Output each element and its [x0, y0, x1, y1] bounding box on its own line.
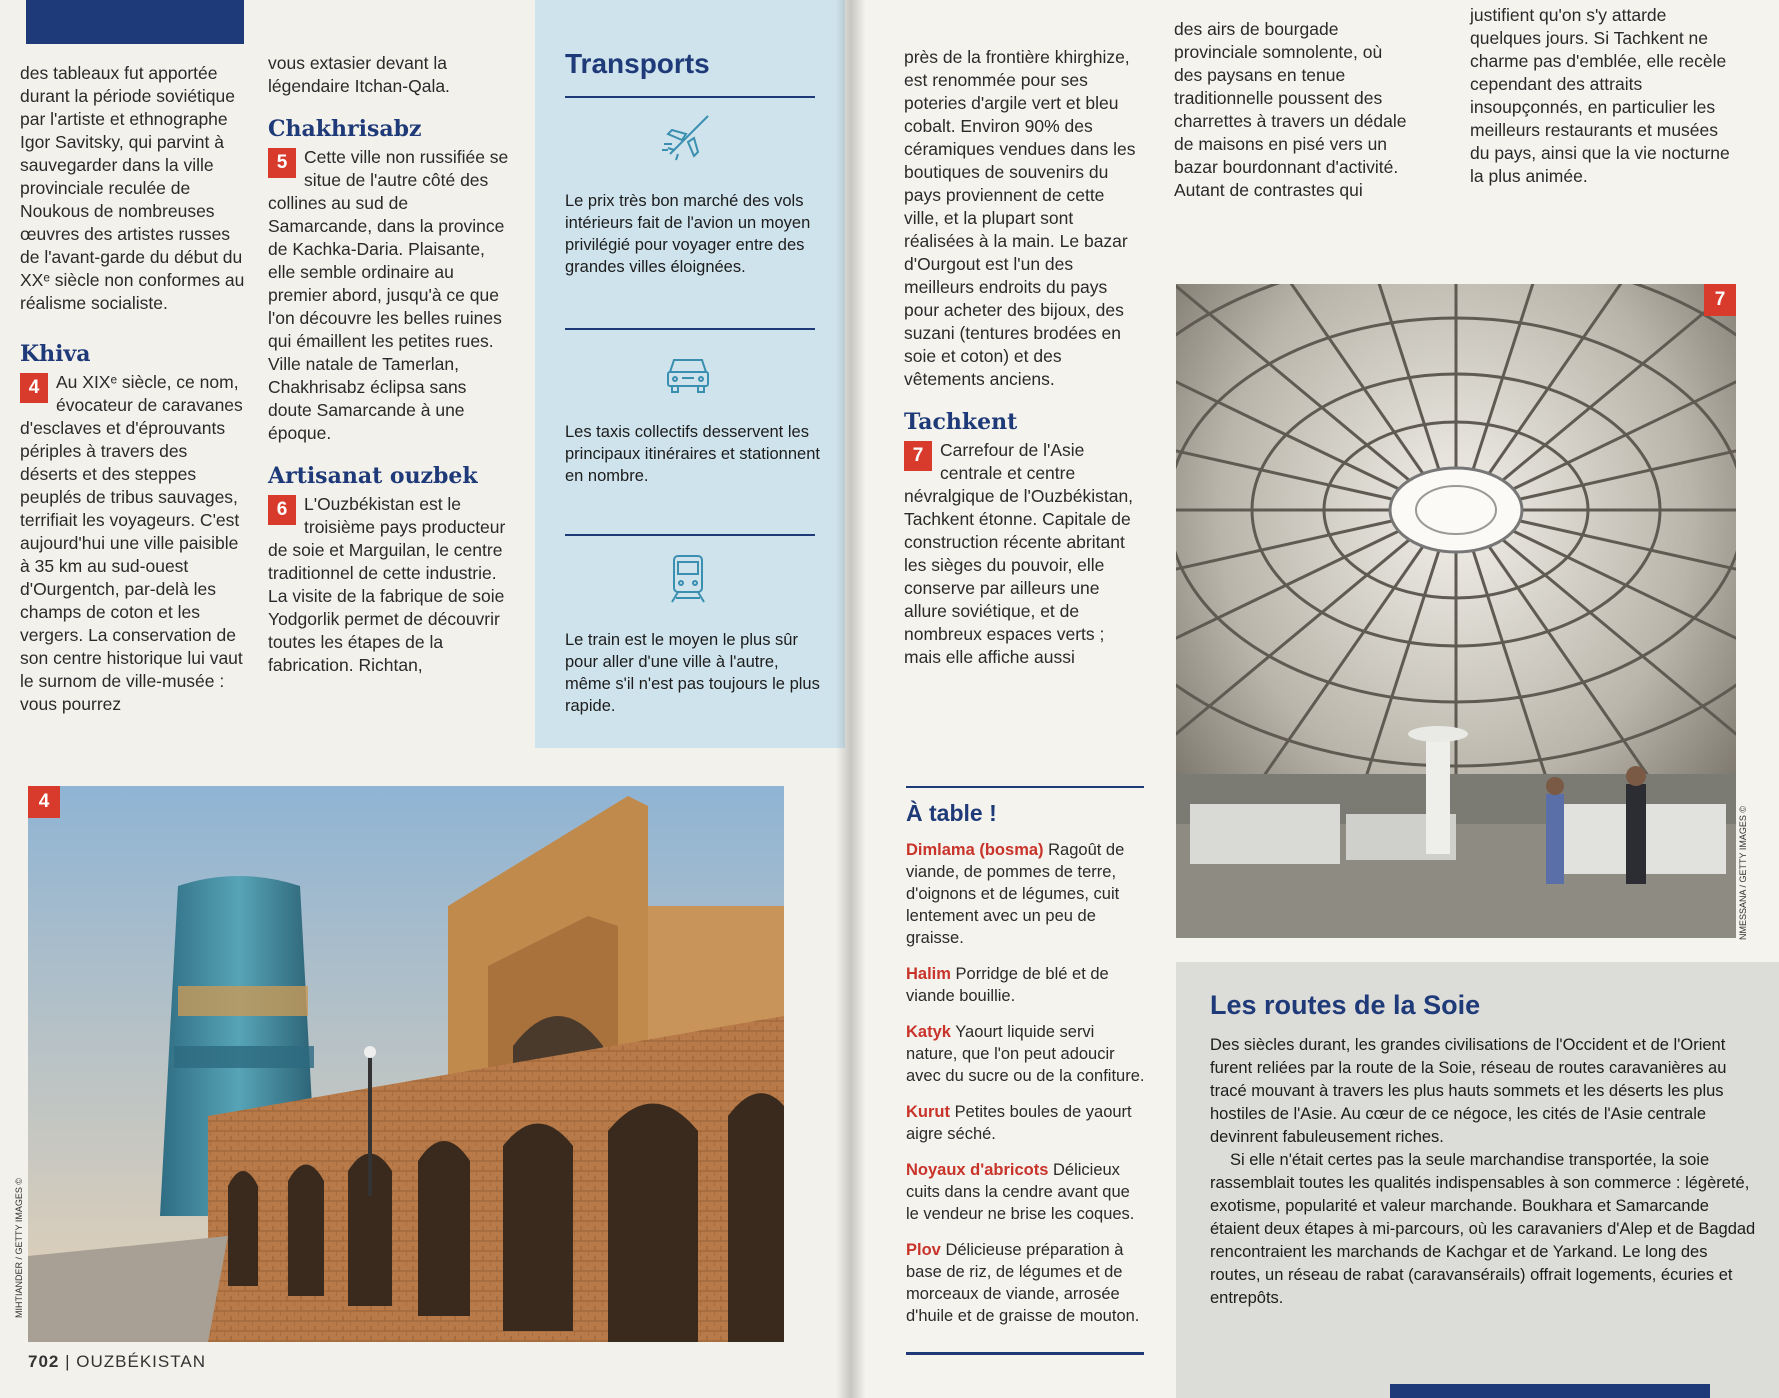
divider [565, 328, 815, 330]
footer-separator: | [65, 1352, 71, 1371]
table-top-rule [906, 786, 1144, 788]
food-desc: Délicieuse préparation à base de riz, de légumes et de morceaux de viande, arrosée d'huile et de graisse de mouton. [906, 1241, 1140, 1325]
food-item [906, 1021, 1146, 1087]
airplane-icon [660, 108, 716, 164]
food-name: Plov [906, 1241, 941, 1259]
left-column-2 [268, 52, 514, 677]
left-page [0, 0, 850, 1398]
food-name: Noyaux d'abricots [906, 1161, 1049, 1179]
dome-illustration [1176, 284, 1736, 938]
number-badge-7: 7 [904, 441, 932, 471]
intro-text-2: vous extasier devant la légendaire Itchan-Qala. [268, 53, 450, 96]
silk-roads-box [1176, 962, 1779, 1398]
number-badge-6: 6 [268, 495, 296, 525]
food-desc: Yaourt liquide servi nature, que l'on peut adoucir avec du sucre ou de la confiture. [906, 1023, 1145, 1085]
number-badge-4: 4 [20, 373, 48, 403]
tachkent-text: Carrefour de l'Asie centrale et centre névralgique de l'Ouzbékistan, Tachkent étonne. Capitale de construction récente abritant les sièges du pouvoir, elle conserve par ailleurs une allure soviétique, et de nombreux espaces verts ; mais elle affiche aussi [904, 440, 1134, 667]
right-column-1 [904, 46, 1140, 669]
silk-paragraph-1: Des siècles durant, les grandes civilisations de l'Occident et de l'Orient furent reliées par la route de la Soie, réseau de routes caravanières au tracé mouvant à travers les plus hauts sommets et les déserts les plus hostiles de l'Asie. Au cœur de ce négoce, les cités de l'Asie centrale devinrent fabuleusement riches. [1210, 1036, 1727, 1146]
food-item [906, 1159, 1146, 1225]
number-badge-5: 5 [268, 148, 296, 178]
train-icon [660, 550, 716, 606]
chakhrisabz-paragraph [268, 146, 514, 445]
right-column-3 [1470, 4, 1740, 188]
photo-badge-4: 4 [28, 786, 60, 818]
khiva-photo [28, 786, 784, 1342]
artisanat-paragraph [268, 493, 514, 677]
food-item [906, 1101, 1146, 1145]
header-bar [26, 0, 244, 44]
heading-khiva: Khiva [20, 341, 91, 367]
food-desc: Porridge de blé et de viande bouillie. [906, 965, 1109, 1005]
train-text: Le train est le moyen le plus sûr pour aller d'une ville à l'autre, même s'il n'est pas toujours le plus rapide. [565, 631, 820, 715]
silk-roads-body [1210, 1034, 1758, 1310]
intro-text: des tableaux fut apportée durant la période soviétique par l'artiste et ethnographe Igor Savitsky, qui parvint à sauvegarder dans la ville provinciale reculée de Noukous de nombreuses œuvres des artistes russes de l'avant-garde du début du XXᵉ siècle non conformes au réalisme socialiste. [20, 63, 245, 313]
food-name: Dimlama (bosma) [906, 841, 1044, 859]
silk-roads-title: Les routes de la Soie [1210, 990, 1481, 1020]
food-name: Kurut [906, 1103, 950, 1121]
page-number: 702 [28, 1352, 60, 1371]
photo-badge-7: 7 [1704, 284, 1736, 316]
food-name: Katyk [906, 1023, 951, 1041]
food-item [906, 963, 1146, 1007]
food-item [906, 1239, 1146, 1327]
left-column-1 [20, 62, 246, 716]
food-desc: Ragoût de viande, de pommes de terre, d'oignons et de légumes, cuit lentement avec un peu de graisse. [906, 841, 1125, 947]
food-item [906, 839, 1146, 949]
divider [565, 534, 815, 536]
table-bottom-rule [906, 1352, 1144, 1355]
divider [565, 96, 815, 98]
page-footer [28, 1352, 206, 1372]
tachkent-end: justifient qu'on s'y attarde quelques jours. Si Tachkent ne charme pas d'emblée, elle recèle cependant des attraits insoupçonnés, en particulier les meilleurs restaurants et musées du pays, ainsi que la vie nocturne la plus animée. [1470, 5, 1730, 186]
taxi-text: Les taxis collectifs desservent les principaux itinéraires et stationnent en nombre. [565, 423, 820, 485]
heading-artisanat: Artisanat ouzbek [268, 463, 478, 489]
khiva-text: Au XIXᵉ siècle, ce nom, évocateur de caravanes d'esclaves et d'éprouvants périples à travers des déserts et des steppes peuplés de tribus sauvages, terrifiait les voyageurs. C'est aujourd'hui une ville paisible à 35 km au sud-ouest d'Ourgentch, par-delà les champs de coton et les vergers. La conservation de son centre historique lui vaut le surnom de ville-musée : vous pourrez [20, 372, 243, 714]
photo-credit-right: NMESSANA / GETTY IMAGES © [1738, 806, 1748, 940]
heading-chakhrisabz: Chakhrisabz [268, 116, 422, 142]
khiva-illustration [28, 786, 784, 1342]
footer-bar [1390, 1384, 1710, 1398]
khiva-paragraph [20, 371, 246, 716]
right-column-2 [1174, 18, 1410, 202]
heading-tachkent: Tachkent [904, 409, 1018, 435]
tachkent-continued: des airs de bourgade provinciale somnolente, où des paysans en tenue traditionnelle poussent des charrettes à travers un dédale de maisons en pisé vers un bazar bourdonnant d'activité. Autant de contrastes qui [1174, 19, 1407, 200]
silk-paragraph-2: Si elle n'était certes pas la seule marchandise transportée, la soie rassemblait toutes les qualités indispensables à son commerce : légèreté, exotisme, popularité et valeur marchande. Boukhara et Samarcande étaient deux étapes à mi-parcours, où les caravaniers d'Alep et de Bagdad rencontraient les marchands de Kachgar et de Yarkand. Le long des routes, un réseau de rabat (caravansérails) offrait logements, écuries et entrepôts. [1210, 1151, 1756, 1307]
book-gutter [836, 0, 866, 1398]
chakhrisabz-text: Cette ville non russifiée se situe de l'autre côté des collines au sud de Samarcande, dans la province de Kachka-Daria. Plaisante, elle semble ordinaire au premier abord, jusqu'à ce que l'on découvre les belles ruines qui émaillent les petites rues. Ville natale de Tamerlan, Chakhrisabz éclipsa sans doute Samarcande à une époque. [268, 147, 509, 443]
tachkent-paragraph [904, 439, 1140, 669]
food-desc: Petites boules de yaourt aigre séché. [906, 1103, 1132, 1143]
artisanat-text: L'Ouzbékistan est le troisième pays producteur de soie et Marguilan, le centre traditionnel de cette industrie. La visite de la fabrique de soie Yodgorlik permet de découvrir toutes les étapes de la fabrication. Richtan, [268, 494, 506, 675]
photo-credit: MIHTIANDER / GETTY IMAGES © [14, 1178, 24, 1318]
a-table-box [906, 800, 1146, 1341]
a-table-title: À table ! [906, 800, 997, 826]
food-name: Halim [906, 965, 951, 983]
transports-title: Transports [565, 48, 710, 79]
richtan-text: près de la frontière khirghize, est renommée pour ses poteries d'argile vert et bleu cobalt. Environ 90% des céramiques vendues dans les boutiques de souvenirs du pays proviennent de cette ville, et la plupart sont réalisées à la main. Le bazar d'Ourgout est l'un des meilleurs endroits du pays pour acheter des bijoux, des suzani (tentures brodées en soie et coton) et des vêtements anciens. [904, 47, 1136, 389]
taxi-icon [660, 346, 716, 402]
transports-sidebar [535, 0, 845, 748]
footer-country: OUZBÉKISTAN [76, 1352, 206, 1371]
bazaar-dome-photo [1176, 284, 1736, 938]
food-desc: Délicieux cuits dans la cendre avant que le vendeur ne brise les coques. [906, 1161, 1135, 1223]
right-page [850, 0, 1779, 1398]
plane-text: Le prix très bon marché des vols intérieurs fait de l'avion un moyen privilégié pour voyager entre des grandes villes éloignées. [565, 192, 811, 276]
